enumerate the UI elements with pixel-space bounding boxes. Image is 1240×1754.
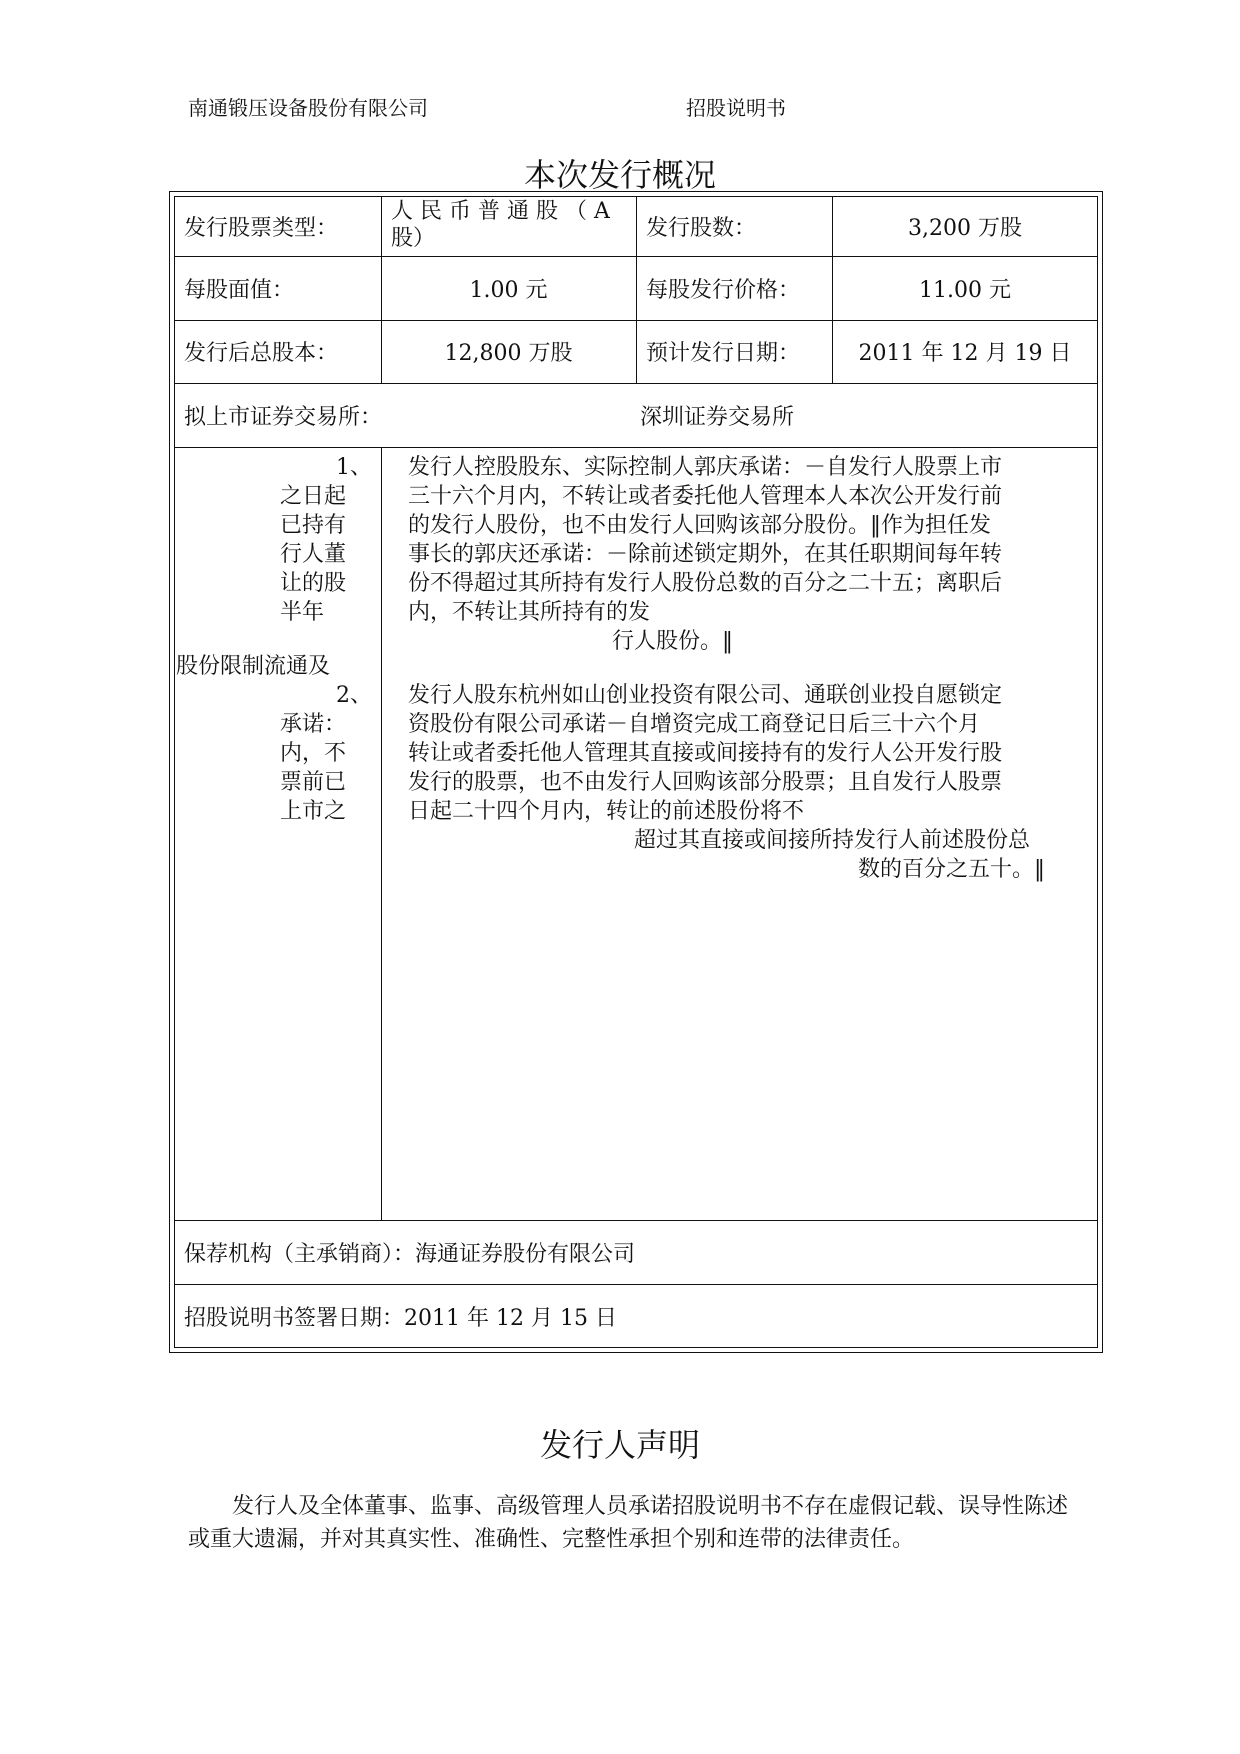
issue-shares-label: 发行股数： (646, 215, 757, 241)
lockup-right-line: 发行人控股股东、实际控制人郭庆承诺：－自发行人股票上市 (408, 455, 1003, 480)
par-value-value: 1.00 元 (469, 277, 548, 303)
exchange-value: 深圳证券交易所 (640, 404, 795, 430)
issue-type-label: 发行股票类型： (184, 215, 339, 241)
issue-date-label: 预计发行日期： (646, 341, 801, 366)
exchange-label: 拟上市证券交易所： (184, 404, 383, 430)
issue-type-value-line2: 股） (391, 226, 436, 251)
lockup-left-line: 2、 (336, 683, 372, 708)
lockup-right-line: 超过其直接或间接所持发行人前述股份总 (634, 828, 1031, 853)
offering-title: 本次发行概况 (523, 156, 716, 194)
lockup-left-line: 已持有 (280, 513, 347, 538)
lockup-left-line: 票前已 (280, 770, 347, 795)
header-company: 南通锻压设备股份有限公司 (188, 96, 428, 120)
lockup-left-line: 行人董 (280, 542, 347, 567)
table-divider (174, 447, 1098, 448)
lockup-right-line: 日起二十四个月内，转让的前述股份将不 (408, 799, 805, 824)
table-column-divider (381, 447, 382, 1220)
declaration-body: 发行人及全体董事、监事、高级管理人员承诺招股说明书不存在虚假记载、误导性陈述或重大遗漏，并对其真实性、准确性、完整性承担个别和连带的法律责任。 (188, 1494, 1069, 1552)
issue-date-value: 2011 年 12 月 19 日 (858, 341, 1072, 366)
lockup-right-line: 转让或者委托他人管理其直接或间接持有的发行人公开发行股 (408, 741, 1003, 766)
lockup-left-line: 1、 (336, 455, 372, 480)
lockup-left-line: 股份限制流通及 (176, 654, 331, 679)
lockup-right-line: 发行人股东杭州如山创业投资有限公司、通联创业投自愿锁定 (408, 683, 1003, 708)
sign-date-row: 招股说明书签署日期：2011 年 12 月 15 日 (184, 1305, 617, 1331)
issue-price-value: 11.00 元 (919, 277, 1011, 303)
header-doc-type: 招股说明书 (686, 96, 786, 120)
declaration-title: 发行人声明 (539, 1426, 700, 1464)
lockup-right-line: 事长的郭庆还承诺：－除前述锁定期外，在其任职期间每年转 (408, 542, 1003, 567)
lockup-right-line: 份不得超过其所持有发行人股份总数的百分之二十五；离职后 (408, 571, 1003, 596)
par-value-label: 每股面值： (184, 277, 295, 303)
issue-price-label: 每股发行价格： (646, 277, 801, 303)
lockup-right-line: 发行的股票，也不由发行人回购该部分股票；且自发行人股票 (408, 770, 1003, 795)
issue-type-value-line1: 人 民 币 普 通 股 （ A (391, 199, 610, 224)
issue-type-value (381, 196, 636, 256)
lockup-right-line: 资股份有限公司承诺－自增资完成工商登记日后三十六个月 (408, 712, 981, 737)
lockup-left-line: 之日起 (280, 484, 347, 509)
lockup-right-line: 三十六个月内，不转让或者委托他人管理本人本次公开发行前 (408, 484, 1003, 509)
lockup-left-line: 让的股 (280, 571, 347, 596)
lockup-right-line: 行人股份。‖ (612, 629, 734, 654)
lockup-left-line: 半年 (280, 600, 325, 625)
lockup-left-line: 承诺： (280, 712, 347, 737)
issue-shares-value: 3,200 万股 (908, 215, 1022, 241)
lockup-right-line: 内，不转让其所持有的发 (408, 600, 651, 625)
lockup-right-line: 的发行人股份，也不由发行人回购该部分股份。‖作为担任发 (408, 513, 992, 538)
lockup-left-line: 内，不 (280, 741, 347, 766)
total-capital-value: 12,800 万股 (444, 341, 573, 366)
sponsor-row: 保荐机构（主承销商）：海通证券股份有限公司 (184, 1241, 636, 1267)
lockup-left-line: 上市之 (280, 799, 347, 824)
lockup-right-line: 数的百分之五十。‖ (858, 857, 1046, 882)
total-capital-label: 发行后总股本： (184, 341, 339, 366)
